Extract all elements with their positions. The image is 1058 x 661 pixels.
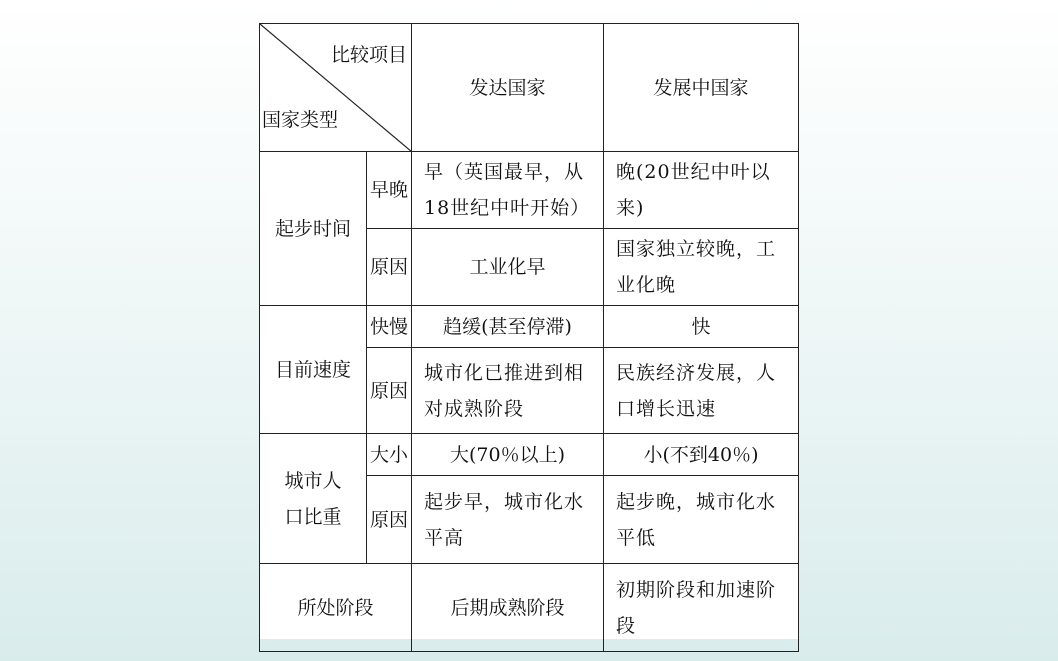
cell-developing: 晚(20世纪中叶以来) [604,152,799,229]
header-row [260,24,799,152]
cell-developed: 早（英国最早，从18世纪中叶开始） [412,152,604,229]
header-developing: 发展中国家 [604,24,799,152]
cell-developing: 初期阶段和加速阶段 [604,564,799,652]
cell-developing: 国家独立较晚，工业化晚 [604,229,799,306]
corner-header-cell [260,24,412,152]
sub-label-size: 大小 [367,434,412,476]
cell-developing: 民族经济发展，人口增长迅速 [604,348,799,434]
sub-label-fast-slow: 快慢 [367,306,412,348]
cell-developed: 工业化早 [412,229,604,306]
cell-developing: 小(不到40％) [604,434,799,476]
group-label-current-speed: 目前速度 [260,306,367,434]
cell-developed: 大(70％以上) [412,434,604,476]
cell-developed: 城市化已推进到相对成熟阶段 [412,348,604,434]
group-label-urban-share [260,434,367,564]
group-label-line-2: 口比重 [284,505,342,528]
cell-developing: 快 [604,306,799,348]
header-developed: 发达国家 [412,24,604,152]
table-row [260,564,799,652]
cell-developed: 起步早，城市化水平高 [412,476,604,564]
cell-developed: 趋缓(甚至停滞) [412,306,604,348]
comparison-sheet [259,23,798,639]
table-row [260,152,799,229]
stage-label: 所处阶段 [260,564,412,652]
sub-label-reason: 原因 [367,229,412,306]
sub-label-reason: 原因 [367,476,412,564]
country-type-label: 国家类型 [262,109,339,131]
group-label-line-1: 城市人 [284,469,342,492]
sub-label-early-late: 早晚 [367,152,412,229]
cell-developed: 后期成熟阶段 [412,564,604,652]
group-label-start-time: 起步时间 [260,152,367,306]
compare-items-label: 比较项目 [330,44,407,66]
table-row [260,306,799,348]
sub-label-reason: 原因 [367,348,412,434]
urbanization-comparison-table [259,23,799,652]
table-row [260,434,799,476]
cell-developing: 起步晚，城市化水平低 [604,476,799,564]
